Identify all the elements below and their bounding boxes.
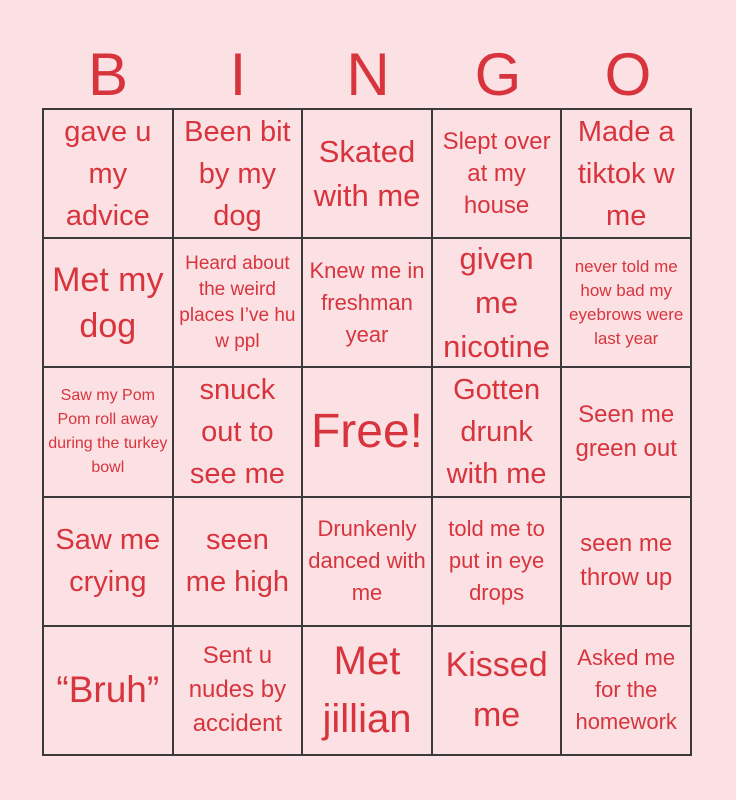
bingo-cell[interactable]: [432, 238, 562, 367]
cell-text: Free!: [310, 404, 423, 458]
bingo-cell[interactable]: [302, 626, 432, 755]
cell-text: Asked me for the homework: [575, 645, 677, 735]
bingo-cell[interactable]: [302, 109, 432, 238]
cell-text: Knew me in freshman year: [309, 257, 425, 347]
bingo-cell[interactable]: [302, 497, 432, 626]
bingo-cell[interactable]: [173, 367, 303, 496]
bingo-cell[interactable]: [43, 367, 173, 496]
cell-text: Heard about the weird places I’ve hu w ppl: [179, 252, 296, 352]
cell-text: told me to put in eye drops: [448, 516, 545, 606]
bingo-cell[interactable]: [43, 626, 173, 755]
bingo-cell[interactable]: [173, 109, 303, 238]
cell-text: Met jillian: [322, 639, 412, 742]
bingo-cell[interactable]: [432, 109, 562, 238]
bingo-cell[interactable]: [432, 497, 562, 626]
cell-text: Gotten drunk with me: [446, 374, 547, 490]
cell-text: “Bruh”: [56, 669, 160, 711]
bingo-cell[interactable]: [561, 109, 691, 238]
cell-text: seen me high: [185, 524, 289, 599]
cell-text: never told me how bad my eyebrows were last year: [569, 256, 684, 348]
cell-text: Saw me crying: [55, 524, 161, 599]
header-letter-g: G: [474, 41, 522, 108]
cell-text: snuck out to see me: [189, 374, 285, 490]
header-letter-o: O: [604, 41, 652, 108]
cell-text: given me nicotine: [443, 240, 551, 364]
header-letter-b: B: [87, 41, 129, 108]
header-letter-n: N: [346, 41, 390, 108]
bingo-cell[interactable]: [173, 238, 303, 367]
bingo-cell[interactable]: [432, 626, 562, 755]
cell-text: Met my dog: [52, 260, 164, 345]
header-letter-i: I: [229, 41, 247, 108]
cell-text: Slept over at my house: [442, 127, 551, 219]
cell-text: Made a tiktok w me: [577, 115, 675, 232]
bingo-cell[interactable]: [43, 238, 173, 367]
cell-text: Saw my Pom Pom roll away during the turkey bowl: [48, 386, 168, 476]
bingo-cell[interactable]: [561, 497, 691, 626]
cell-text: Kissed me: [445, 646, 548, 735]
cell-text: Sent u nudes by accident: [188, 642, 287, 738]
bingo-cell[interactable]: [302, 238, 432, 367]
bingo-board: [42, 108, 692, 756]
bingo-cell[interactable]: [302, 367, 432, 496]
bingo-cell[interactable]: [173, 626, 303, 755]
bingo-cell[interactable]: [43, 497, 173, 626]
cell-text: Drunkenly danced with me: [308, 516, 426, 606]
cell-text: gave u my advice: [64, 115, 152, 232]
bingo-cell[interactable]: [561, 626, 691, 755]
cell-text: Been bit by my dog: [184, 115, 291, 232]
bingo-cell[interactable]: [173, 497, 303, 626]
bingo-header: [43, 42, 693, 108]
cell-text: Skated with me: [313, 133, 421, 213]
bingo-cell[interactable]: [43, 109, 173, 238]
cell-text: seen me throw up: [580, 530, 673, 592]
bingo-cell[interactable]: [432, 367, 562, 496]
bingo-cell[interactable]: [561, 238, 691, 367]
cell-text: Seen me green out: [575, 400, 677, 462]
bingo-cell[interactable]: [561, 367, 691, 496]
